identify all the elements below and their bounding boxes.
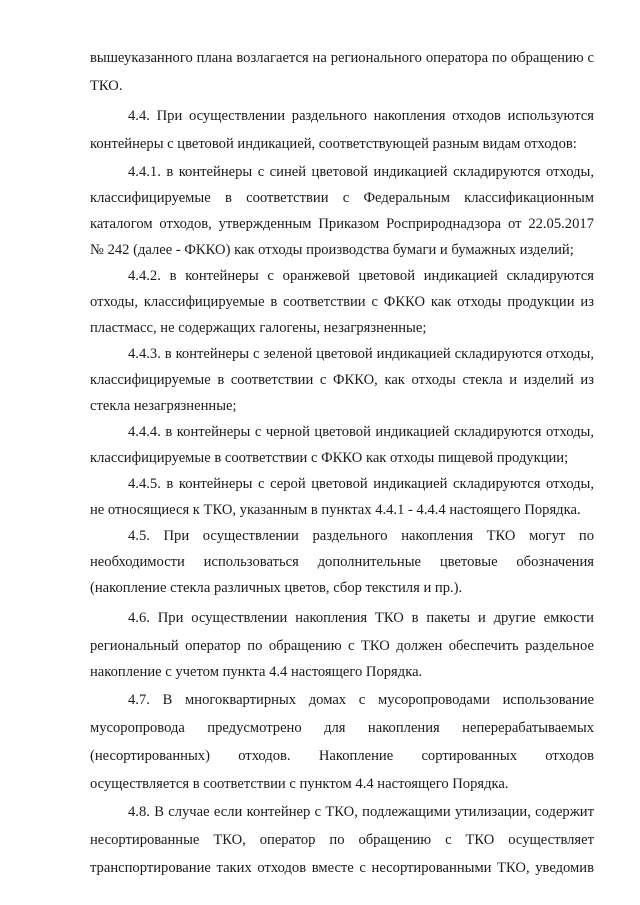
paragraph-4-6-start: 4.6. При осуществлении накопления ТКО в пакеты и другие емкости: [128, 610, 594, 626]
paragraph-4-4-2-start: 4.4.2. в контейнеры с оранжевой цветовой индикацией складируются: [128, 268, 594, 284]
paragraph-4-5-start: 4.5. При осуществлении раздельного накопления ТКО могут по: [128, 528, 594, 544]
text-line: стекла незагрязненные;: [90, 398, 237, 414]
text-line: № 242 (далее - ФККО) как отходы производства бумаги и бумажных изделий;: [90, 242, 574, 258]
text-line: накопление с учетом пункта 4.4 настоящего Порядка.: [90, 664, 423, 680]
paragraph-4-7-start: 4.7. В многоквартирных домах с мусоропроводами использование: [128, 692, 594, 708]
text-line: (несортированных) отходов. Накопление сортированных отходов: [90, 748, 594, 764]
paragraph-4-4-3-start: 4.4.3. в контейнеры с зеленой цветовой индикацией складируются отходы,: [128, 346, 594, 362]
text-line: несортированные ТКО, оператор по обращению с ТКО осуществляет: [90, 832, 594, 848]
text-line: ТКО.: [90, 78, 123, 94]
paragraph-4-8-start: 4.8. В случае если контейнер с ТКО, подлежащими утилизации, содержит: [128, 804, 594, 820]
text-line: классифицируемые в соответствии с ФККО как отходы пищевой продукции;: [90, 450, 569, 466]
paragraph-4-4-5-start: 4.4.5. в контейнеры с серой цветовой индикацией складируются отходы,: [128, 476, 594, 492]
paragraph-4-4-start: 4.4. При осуществлении раздельного накопления отходов используются: [128, 108, 594, 124]
paragraph-4-4-1-start: 4.4.1. в контейнеры с синей цветовой индикацией складируются отходы,: [128, 164, 594, 180]
text-line: (накопление стекла различных цветов, сбор текстиля и пр.).: [90, 580, 463, 596]
text-line: пластмасс, не содержащих галогены, незагрязненные;: [90, 320, 427, 336]
text-line: классифицируемые в соответствии с Федеральным классификационным: [90, 190, 594, 206]
text-line: необходимости использоваться дополнительные цветовые обозначения: [90, 554, 594, 570]
text-line: осуществляется в соответствии с пунктом 4.4 настоящего Порядка.: [90, 776, 509, 792]
text-line: вышеуказанного плана возлагается на регионального оператора по обращению с: [90, 50, 594, 66]
text-line: отходы, классифицируемые в соответствии с ФККО как отходы продукции из: [90, 294, 594, 310]
text-line: транспортирование таких отходов вместе с несортированными ТКО, уведомив: [90, 860, 594, 876]
text-line: классифицируемые в соответствии с ФККО, как отходы стекла и изделий из: [90, 372, 594, 388]
text-line: каталогом отходов, утвержденным Приказом Росприроднадзора от 22.05.2017: [90, 216, 594, 232]
text-line: региональный оператор по обращению с ТКО должен обеспечить раздельное: [90, 638, 594, 654]
text-line: не относящиеся к ТКО, указанным в пунктах 4.4.1 - 4.4.4 настоящего Порядка.: [90, 502, 581, 518]
text-line: контейнеры с цветовой индикацией, соответствующей разным видам отходов:: [90, 136, 577, 152]
paragraph-4-4-4-start: 4.4.4. в контейнеры с черной цветовой индикацией складируются отходы,: [128, 424, 594, 440]
text-line: мусоропровода предусмотрено для накопления неперерабатываемых: [90, 720, 594, 736]
